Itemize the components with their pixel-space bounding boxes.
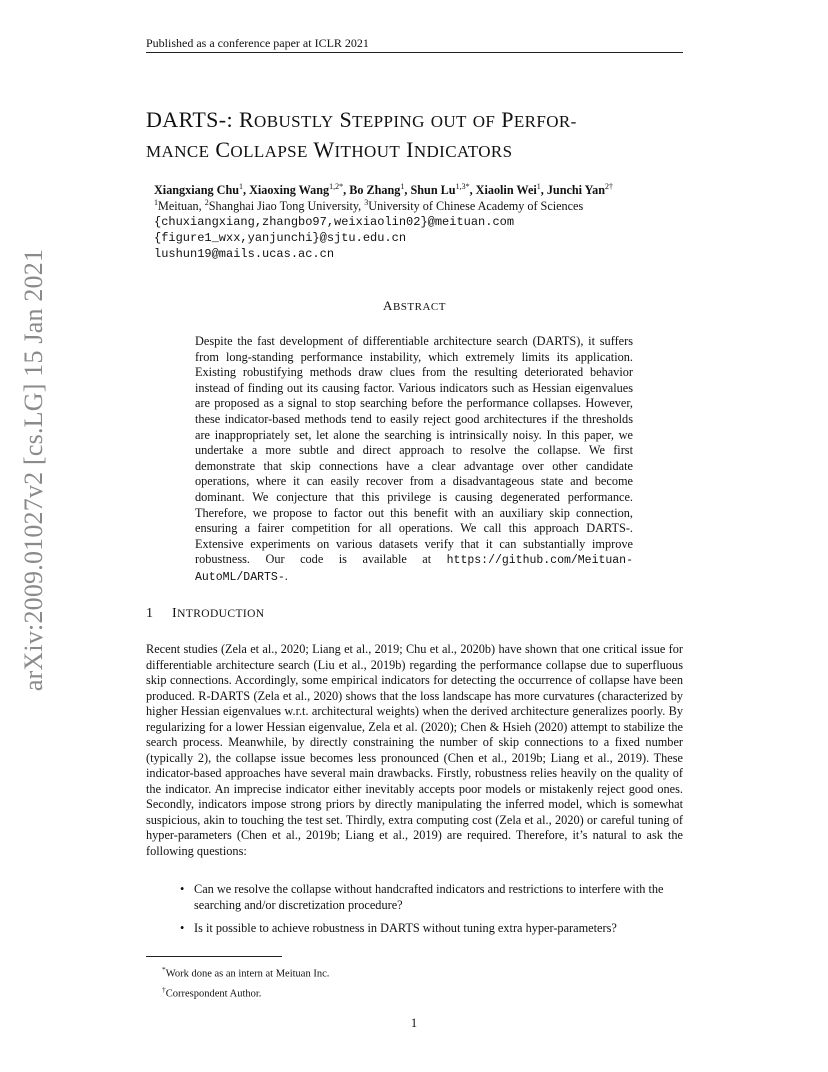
abstract-text: Despite the fast development of differentiable architecture search (DARTS), it suffers from long-standing performance instability, which extremely limits its application. Existing robustifying methods draw clues from the resulting deteriorated behavior instead of finding out its causing factor. Various indicators such as Hessian eigenvalues are proposed as a signal to stop searching before the performance collapses. However, these indicator-based methods tend to easily reject good architectures if the thresholds are inappropriately set, let alone the searching is intrinsically noisy. In this paper, we undertake a more subtle and direct approach to resolve the collapse. We first demonstrate that skip connections have a clear advantage over other candidate operations, where it can easily recover from a disadvantageous state and become dominant. We conjecture that this privilege is causing degenerated performance. Therefore, we propose to factor out this benefit with an auxiliary skip connection, ensuring a fairer competition for all operations. We call this approach DARTS-. Extensive experiments on various datasets verify that it can substantially improve robustness. Our code is available at bbox=[195, 334, 633, 567]
footnote: *Work done as an intern at Meituan Inc. bbox=[162, 965, 330, 980]
header-rule bbox=[146, 52, 683, 53]
title-word: OUT bbox=[430, 112, 467, 131]
title-line-2 bbox=[146, 136, 686, 166]
author-names: Xiangxiang Chu$^1$, Xiaoxing Wang$^{1,2*}$, Bo Zhang$^1$, Shun $Lu^{1,3*}$, Xiaolin Wei$^1$, Junchi Yan$^{2\dagger}$ bbox=[154, 181, 613, 197]
title-word: STEPPING bbox=[339, 107, 425, 132]
author-name: Shun $Lu^{1,3*}$ bbox=[410, 181, 470, 197]
title-word: MANCE bbox=[146, 142, 210, 161]
section-number: 1 bbox=[146, 606, 154, 621]
title-word: PERFOR- bbox=[501, 107, 577, 132]
footnote-rule bbox=[146, 956, 282, 957]
author-name: Xiangxiang Chu$^1$ bbox=[154, 181, 244, 197]
intro-paragraph: Recent studies (Zela et al., 2020; Liang et al., 2019; Chu et al., 2020b) have shown that one critical issue for differentiable architecture search (Liu et al., 2019b) regarding the performance collapse due to superfluous skip connections. Accordingly, some empirical indicators for detecting the occurrence of collapse have been produced. R-DARTS (Zela et al., 2020) shows that the loss landscape has more curvatures (characterized by higher Hessian eigenvalues w.r.t. architectural weights) when the derived architecture generalizes poorly. By regularizing for a lower Hessian eigenvalue, Zela et al. (2020); Chen & Hsieh (2020) attempt to stabilize the search process. Meanwhile, by directly constraining the number of skip connections to a fixed number (typically 2), the collapse issue becomes less pronounced (Chen et al., 2019b; Liang et al., 2019). These indicator-based approaches have several main drawbacks. Firstly, robustness relies heavily on the quality of the indicator. An imprecise indicator either inevitably accepts poor models or mistakenly reject good ones. Secondly, indicators impose strong priors by directly manipulating the inferred model, which is somewhat suspicious, akin to touching the test set. Thirdly, extra computing cost (Zela et al., 2020) or careful tuning of hyper-parameters (Chen et al., 2019b; Liang et al., 2019) are required. Therefore, it’s natural to ask the following questions: bbox=[146, 642, 683, 858]
author-block bbox=[154, 182, 694, 262]
title-word: INDICATORS bbox=[406, 137, 513, 162]
author-name: Junchi Yan$^{2\dagger}$ bbox=[546, 181, 613, 197]
author-name: Bo Zhang$^1$ bbox=[349, 181, 405, 197]
author-name: Xiaolin Wei$^1$ bbox=[475, 181, 541, 197]
email-line[interactable]: {chuxiangxiang,zhangbo97,weixiaolin02}@meituan.com bbox=[154, 215, 515, 229]
code-link[interactable]: https://github.com/Meituan-AutoML/DARTS- bbox=[195, 554, 633, 584]
list-item: • Can we resolve the collapse without handcrafted indicators and restrictions to interfere with the searching and/or discretization procedure? bbox=[180, 882, 664, 912]
title-lead: DARTS-: bbox=[146, 107, 234, 132]
paper-title bbox=[146, 106, 686, 166]
affiliations: $^1$Meituan, $^2$Shanghai Jiao Tong University, $^3$University of Chinese Academy of Sciences bbox=[154, 197, 584, 213]
bullet-icon: • bbox=[180, 882, 185, 896]
title-word: COLLAPSE bbox=[215, 137, 308, 162]
list-item: • Is it possible to achieve robustness in DARTS without tuning extra hyper-parameters? bbox=[180, 921, 617, 935]
section-heading: 1 INTRODUCTION bbox=[146, 606, 265, 621]
page-number: 1 bbox=[410, 1016, 418, 1030]
arxiv-stamp bbox=[10, 248, 58, 692]
abstract-heading: ABSTRACT bbox=[383, 298, 446, 313]
running-header: Published as a conference paper at ICLR 2021 bbox=[146, 36, 369, 50]
question-list bbox=[180, 882, 683, 945]
title-word: OF bbox=[472, 112, 496, 131]
abstract-body: Despite the fast development of differentiable architecture search (DARTS), it suffers from long-standing performance instability, which extremely limits its application. Existing robustifying methods draw clues from the resulting deteriorated behavior instead of finding out its causing factor. Various indicators such as Hessian eigenvalues are proposed as a signal to stop searching before the performance collapses. However, these indicator-based methods tend to easily reject good architectures if the thresholds are inappropriately set, let alone the searching is intrinsically noisy. In this paper, we undertake a more subtle and direct approach to resolve the collapse. We first demonstrate that skip connections have a clear advantage over other candidate operations, where it can easily recover from a disadvantageous state and become dominant. We conjecture that this privilege is causing degenerated performance. Therefore, we propose to factor out this benefit with an auxiliary skip connection, ensuring a fairer competition for all operations. We call this approach DARTS-. Extensive experiments on various datasets verify that it can substantially improve robustness. Our code is available at https://github.com/Meituan-AutoML/DARTS-. bbox=[195, 334, 633, 584]
footnote: †Correspondent Author. bbox=[162, 984, 262, 999]
email-line[interactable]: {figure1_wxx,yanjunchi}@sjtu.edu.cn bbox=[154, 231, 407, 245]
title-line-1 bbox=[146, 106, 686, 136]
bullet-icon: • bbox=[180, 921, 185, 935]
email-line[interactable]: lushun19@mails.ucas.ac.cn bbox=[154, 247, 335, 261]
author-name: Xiaoxing Wang$^{1,2*}$ bbox=[249, 181, 344, 197]
footnotes bbox=[162, 962, 329, 1001]
title-word: ROBUSTLY bbox=[238, 107, 334, 132]
title-word: WITHOUT bbox=[313, 137, 401, 162]
arxiv-stamp-text: arXiv:2009.01027v2 [cs.LG] 15 Jan 2021 bbox=[19, 248, 49, 692]
